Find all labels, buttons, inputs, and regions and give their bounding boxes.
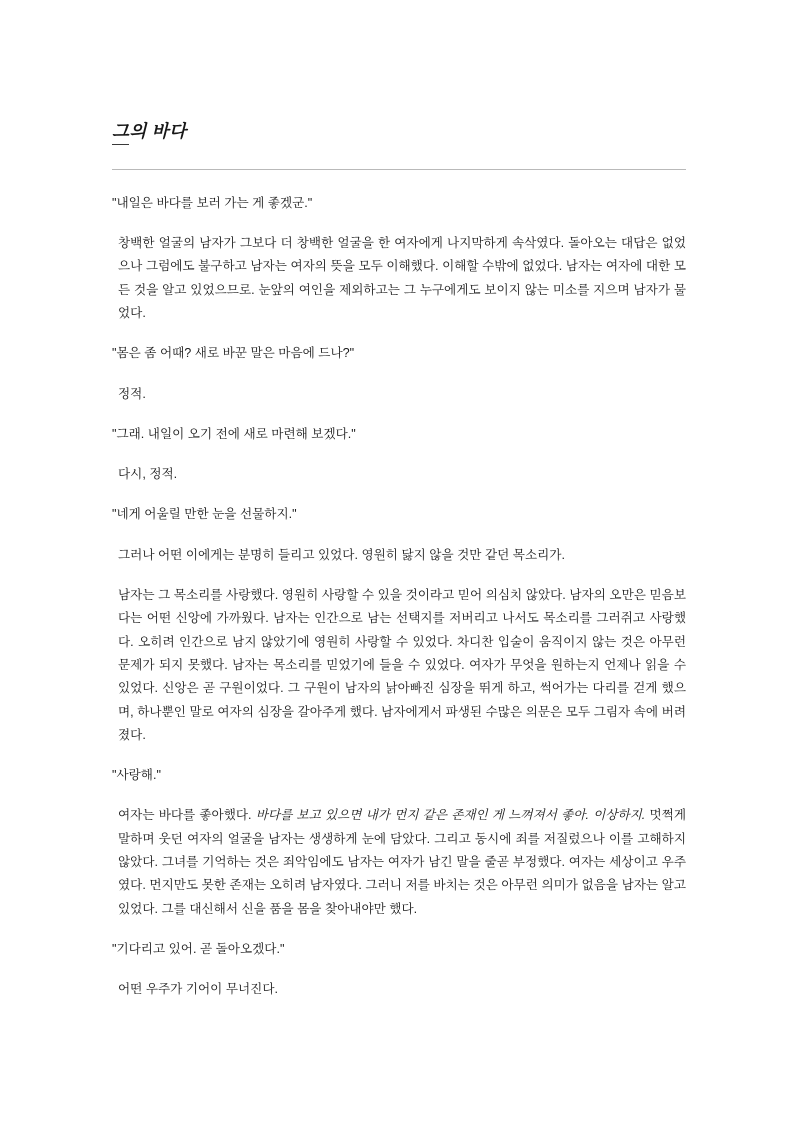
paragraph: 그러나 어떤 이에게는 분명히 들리고 있었다. 영원히 닳지 않을 것만 같던 목소리가. xyxy=(118,547,565,562)
paragraph: 다시, 정적. xyxy=(118,467,178,482)
paragraph: 정적. xyxy=(118,386,146,401)
paragraph: 남자는 그 목소리를 사랑했다. 영원히 사랑할 수 있을 것이라고 믿어 의심치 않았다. 남자의 오만은 믿음보다는 어떤 신앙에 가까웠다. 남자는 인간으로 남는 선택지를 저버리고 나서도 목소리를 그러쥐고 사랑했다. 오히려 인간으로 남지 않았기에 영원히 사랑할 수 있었다. 차디찬 입술이 움직이지 않는 것은 아무런 문제가 되지 못했다. 남자는 목소리를 믿었기에 들을 수 있었다. 여자가 무엇을 원하는지 언제나 읽을 수 있었다. 신앙은 곧 구원이었다. 그 구원이 남자의 낡아빠진 심장을 뛰게 하고, 썩어가는 다리를 걷게 했으며, 하나뿐인 말로 여자의 심장을 갈아주게 했다. 남자에게서 파생된 수많은 의문은 모두 그림자 속에 버려졌다. xyxy=(118,588,686,742)
dialogue-line: "기다리고 있어. 곧 돌아오겠다." xyxy=(112,941,285,956)
paragraph: 어떤 우주가 기어이 무너진다. xyxy=(118,982,278,997)
dialogue-line: "그래. 내일이 오기 전에 새로 마련해 보겠다." xyxy=(112,426,356,441)
paragraph-with-emphasis xyxy=(112,804,686,920)
dialogue-line: "몸은 좀 어때? 새로 바꾼 말은 마음에 드나?" xyxy=(112,346,355,361)
page-title xyxy=(112,120,686,145)
run-italic-emphasis: 바다를 보고 있으면 내가 먼지 같은 존재인 게 느껴져서 좋아. 이상하지. xyxy=(255,808,646,823)
dialogue-line: "내일은 바다를 보러 가는 게 좋겠군." xyxy=(112,195,313,210)
paragraph: 창백한 얼굴의 남자가 그보다 더 창백한 얼굴을 한 여자에게 나지막하게 속삭였다. 돌아오는 대답은 없었으나 그럼에도 불구하고 남자는 여자의 뜻을 모두 이해했다. 이해할 수밖에 없었다. 남자는 여자에 대한 모든 것을 알고 있었으므로. 눈앞의 여인을 제외하고는 그 누구에게도 보이지 않는 미소를 지으며 남자가 물었다. xyxy=(118,236,686,320)
page-title-underlined-char: 그 xyxy=(112,120,129,145)
dialogue-line: "사랑해." xyxy=(112,768,161,783)
document-content xyxy=(112,120,686,1018)
dialogue-line: "네게 어울릴 만한 눈을 선물하지." xyxy=(112,507,297,522)
run-normal-2: 멋쩍게 말하며 웃던 여자의 얼굴을 남자는 생생하게 눈에 담았다. 그리고 동시에 죄를 저질렀으나 이를 고해하지 않았다. 그녀를 기억하는 것은 죄악임에도 남자는 여자가 남긴 말을 줄곧 부정했다. 여자는 세상이고 우주였다. 먼지만도 못한 존재는 오히려 남자였다. 그러니 저를 바치는 것은 아무런 의미가 없음을 남자는 알고 있었다. 그를 대신해서 신을 품을 몸을 찾아내야만 했다. xyxy=(118,808,687,916)
title-divider xyxy=(112,169,686,170)
run-normal: 여자는 바다를 좋아했다. xyxy=(118,808,256,823)
document-body xyxy=(112,192,686,1002)
page-title-rest: 의 바다 xyxy=(129,121,187,141)
